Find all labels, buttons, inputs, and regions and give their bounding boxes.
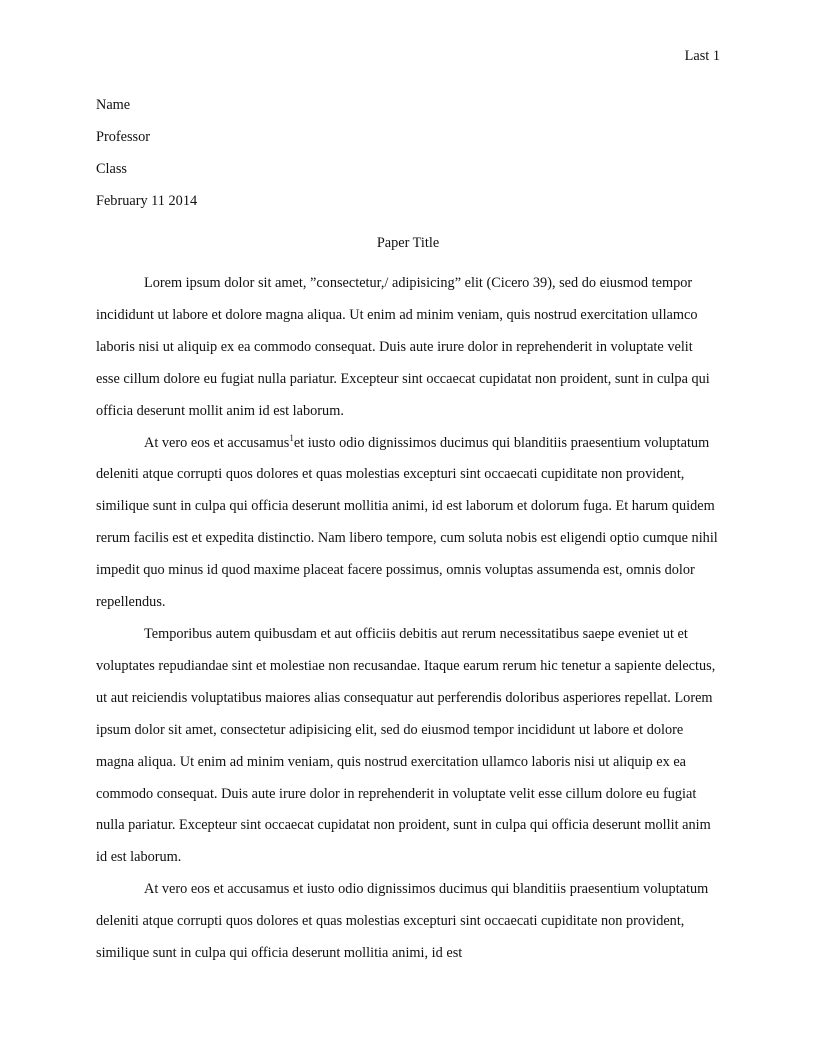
paper-title: Paper Title	[376, 235, 440, 251]
class-name: Class	[96, 161, 127, 177]
paragraph-2-text-after-note: et iusto odio dignissimos ducimus qui blanditiis praesentium voluptatum deleniti atque corrupti quos dolores et quas molestias excepturi sint occaecati cupiditate non provident, similique sunt in culpa qui officia deserunt mollitia animi, id est laborum et dolorum fuga. Et harum quidem rerum facilis est et expedita distinctio. Nam libero tempore, cum soluta nobis est eligendi optio cumque nihil impedit quo minus id quod maxime placeat facere possimus, omnis voluptas assumenda est, omnis dolor repellendus.	[96, 434, 718, 611]
professor-name: Professor	[96, 129, 151, 145]
paragraph-4: At vero eos et accusamus et iusto odio dignissimos ducimus qui blanditiis praesentium voluptatum deleniti atque corrupti quos dolores et quas molestias excepturi sint occaecati cupiditate non provident, similique sunt in culpa qui officia deserunt mollitia animi, id est	[96, 881, 709, 962]
student-name: Name	[96, 97, 131, 113]
running-head-page-number: Last 1	[684, 48, 720, 64]
footnote-marker[interactable]: 1	[289, 432, 294, 443]
paragraph-2	[96, 428, 720, 619]
paragraph-3: Temporibus autem quibusdam et aut officiis debitis aut rerum necessitatibus saepe eveniet ut et voluptates repudiandae sint et molestiae non recusandae. Itaque earum rerum hic tenetur a sapiente delectus, ut aut reiciendis voluptatibus maiores alias consequatur aut perferendis doloribus asperiores repellat. Lorem ipsum dolor sit amet, consectetur adipisicing elit, sed do eiusmod tempor incididunt ut labore et dolore magna aliqua. Ut enim ad minim veniam, quis nostrud exercitation ullamco laboris nisi ut aliquip ex ea commodo consequat. Duis aute irure dolor in reprehenderit in voluptate velit esse cillum dolore eu fugiat nulla pariatur. Excepteur sint occaecat cupidatat non proident, sunt in culpa qui officia deserunt mollit anim id est laborum.	[96, 625, 716, 866]
body-text	[96, 268, 720, 970]
paragraph-2-text-before-note: At vero eos et accusamus	[144, 434, 290, 451]
date: February 11 2014	[96, 193, 198, 209]
paragraph-1: Lorem ipsum dolor sit amet, ”consectetur,/ adipisicing” elit (Cicero 39), sed do eiusmod tempor incididunt ut labore et dolore magna aliqua. Ut enim ad minim veniam, quis nostrud exercitation ullamco laboris nisi ut aliquip ex ea commodo consequat. Duis aute irure dolor in reprehenderit in voluptate velit esse cillum dolore eu fugiat nulla pariatur. Excepteur sint occaecat cupidatat non proident, sunt in culpa qui officia deserunt mollit anim id est laborum.	[96, 275, 710, 419]
mla-heading	[96, 95, 720, 223]
